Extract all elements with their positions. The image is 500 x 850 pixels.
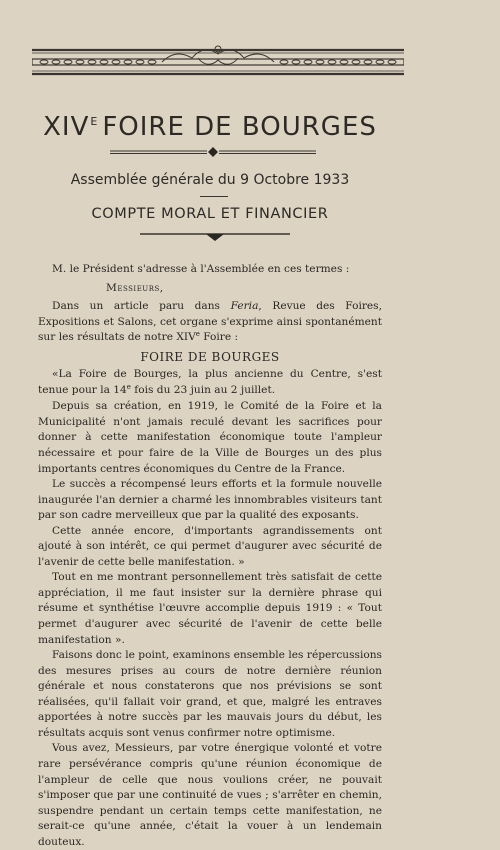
quote-1-text-a: «La Foire de Bourges, la plus ancienne du Centre, s'est tenue pour la 14: [38, 368, 382, 396]
intro-paragraph: M. le Président s'adresse à l'Assemblée en ces termes :: [52, 263, 350, 275]
quote-1-text-b: fois du 23 juin au 2 juillet.: [130, 383, 276, 396]
quote-paragraph-4: Cette année encore, d'importants agrandissements ont ajouté à son intérêt, ce qui permet d'augurer avec sécurité de l'avenir de cette belle manifestation. »: [38, 524, 382, 568]
quote-paragraph-1: [38, 367, 382, 399]
salutation: Messieurs,: [106, 281, 164, 294]
paragraph-1-text-a: Dans un article paru dans: [52, 300, 231, 313]
quote-heading: FOIRE DE BOURGES: [140, 349, 280, 364]
page-title: [0, 112, 420, 142]
diamond-divider: [110, 146, 316, 158]
title-superscript: E: [90, 115, 99, 128]
assembly-date-line: Assemblée générale du 9 Octobre 1933: [70, 172, 350, 188]
paragraph-1-text-c: Foire :: [199, 331, 239, 344]
body-text: [38, 262, 382, 850]
quote-paragraph-2: Depuis sa création, en 1919, le Comité de la Foire et la Municipalité n'ont jamais reculé devant les sacrifices pour donner à cette manifestation économique toute l'ampleur nécessaire et pour faire de la Ville de Bourges un des plus importants centres économiques du Centre de la France.: [38, 400, 382, 475]
paragraph-1: [38, 299, 382, 347]
decorative-header-ornament: [32, 40, 404, 80]
feria-title: Feria: [230, 300, 259, 313]
paragraph-2: Tout en me montrant personnellement très satisfait de cette appréciation, il me faut insister sur la dernière phrase qui résume et synthétise l'œuvre accomplie depuis 1919 : « Tout permet d'augurer avec sécurité de l'avenir de cette belle manifestation ».: [38, 571, 382, 646]
quote-paragraph-3: Le succès a récompensé leurs efforts et la formule nouvelle inaugurée l'an dernier a charmé les innombrables visiteurs tant par son cadre merveilleux que par la qualité des exposants.: [38, 478, 382, 522]
paragraph-3: Faisons donc le point, examinons ensemble les répercussions des mesures prises au cours de notre dernière réunion générale et nous constaterons que nos prévisions se sont réalisées, qu'il fallait voir grand, et que, malgré les entraves apportées à notre succès par les mauvais jours du début, les résultats acquis sont venus confirmer notre optimisme.: [38, 649, 382, 739]
paragraph-1-superscript: e: [195, 330, 200, 339]
quote-1-superscript: e: [126, 382, 131, 391]
paragraph-4: Vous avez, Messieurs, par votre énergique volonté et votre rare persévérance compris qu'une réunion économique de l'ampleur de celle que nous voulions créer, ne pouvait s'imposer que par une continuité de vues ; s'arrêter en chemin, suspendre pendant un certain temps cette manifestation, ne serait-ce qu'une année, c'était la vouer à un lendemain douteux.: [38, 742, 382, 848]
arrow-divider: [140, 230, 290, 244]
short-divider: [200, 196, 228, 197]
title-numeral: XIV: [43, 112, 90, 142]
title-text: FOIRE DE BOURGES: [102, 112, 377, 142]
page-subtitle: COMPTE MORAL ET FINANCIER: [91, 206, 329, 222]
paragraph-1-text-b: , Revue des Foires, Expositions et Salons, cet organe s'exprime ainsi spontanément sur les résultats de notre XIV: [38, 300, 382, 344]
